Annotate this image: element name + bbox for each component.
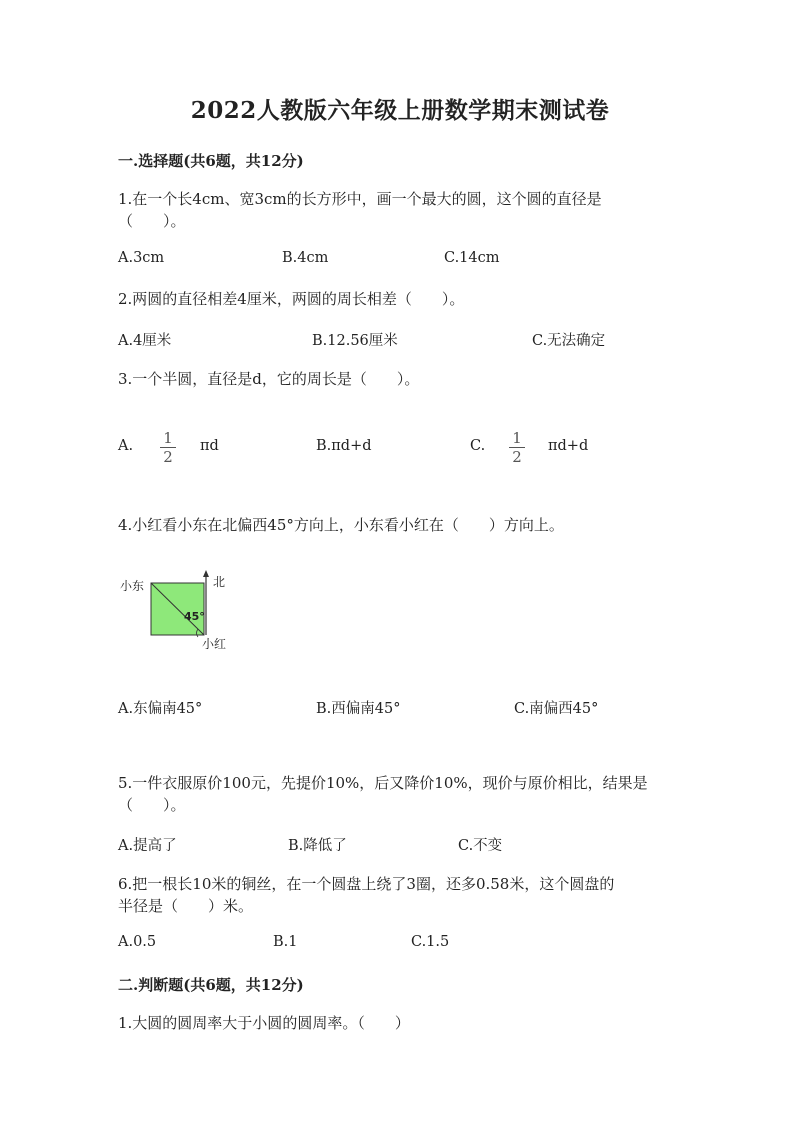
judgement-question-1-text: 1.大圆的圆周率大于小圆的圆周率。（ ） [118,1014,410,1032]
question-3-option-a-fraction [160,430,176,465]
question-2-option-c: C.无法确定 [532,333,606,349]
label-xiaohong: 小红 [202,637,227,651]
question-3-option-a-label: A. [118,438,134,454]
fraction-denominator: 2 [163,448,173,466]
question-4-option-c: C.南偏西45° [514,701,599,717]
question-3-option-c-suffix: πd+d [548,438,589,454]
question-1-line-1: 1.在一个长4cm、宽3cm的长方形中，画一个最大的圆，这个圆的直径是 [118,190,602,208]
question-3-option-b: B.πd+d [316,438,372,454]
question-6-option-a: A.0.5 [118,934,157,950]
section-heading-choice: 一.选择题(共6题，共12分) [118,152,304,170]
question-3-option-c-fraction [509,430,525,465]
question-1-option-a: A.3cm [118,250,165,266]
question-5-line-2: （ ）。 [118,796,186,814]
question-6-option-b: B.1 [273,934,298,950]
question-6-line-2: 半径是（ ）米。 [118,897,254,915]
question-2-option-a: A.4厘米 [118,333,172,349]
question-1-option-c: C.14cm [444,250,500,266]
fraction-numerator: 1 [512,429,522,447]
north-arrow-icon [203,570,209,577]
direction-figure [118,568,248,658]
label-xiaodong: 小东 [120,579,145,593]
label-north: 北 [213,575,226,589]
question-3-text: 3.一个半圆，直径是d，它的周长是（ ）。 [118,370,420,388]
question-5-option-b: B.降低了 [288,838,347,854]
question-2-text: 2.两圆的直径相差4厘米，两圆的周长相差（ ）。 [118,290,465,308]
question-5-option-a: A.提高了 [118,838,177,854]
question-4-option-b: B.西偏南45° [316,701,401,717]
section-heading-judgement: 二.判断题(共6题，共12分) [118,976,304,994]
question-5-line-1: 5.一件衣服原价100元，先提价10%，后又降价10%，现价与原价相比，结果是 [118,774,648,792]
page-title: 2022人教版六年级上册数学期末测试卷 [190,97,610,124]
question-6-line-1: 6.把一根长10米的铜丝，在一个圆盘上绕了3圈，还多0.58米，这个圆盘的 [118,875,615,893]
question-1-line-2: （ ）。 [118,212,186,230]
question-3-option-a-suffix: πd [200,438,219,454]
fraction-numerator: 1 [163,429,173,447]
question-1-option-b: B.4cm [282,250,329,266]
fraction-denominator: 2 [512,448,522,466]
question-3-option-c-label: C. [470,438,486,454]
question-5-option-c: C.不变 [458,838,503,854]
label-angle: 45° [184,610,205,623]
question-4-option-a: A.东偏南45° [118,701,203,717]
question-4-text: 4.小红看小东在北偏西45°方向上，小东看小红在（ ）方向上。 [118,516,564,534]
question-6-option-c: C.1.5 [411,934,450,950]
question-2-option-b: B.12.56厘米 [312,333,398,349]
